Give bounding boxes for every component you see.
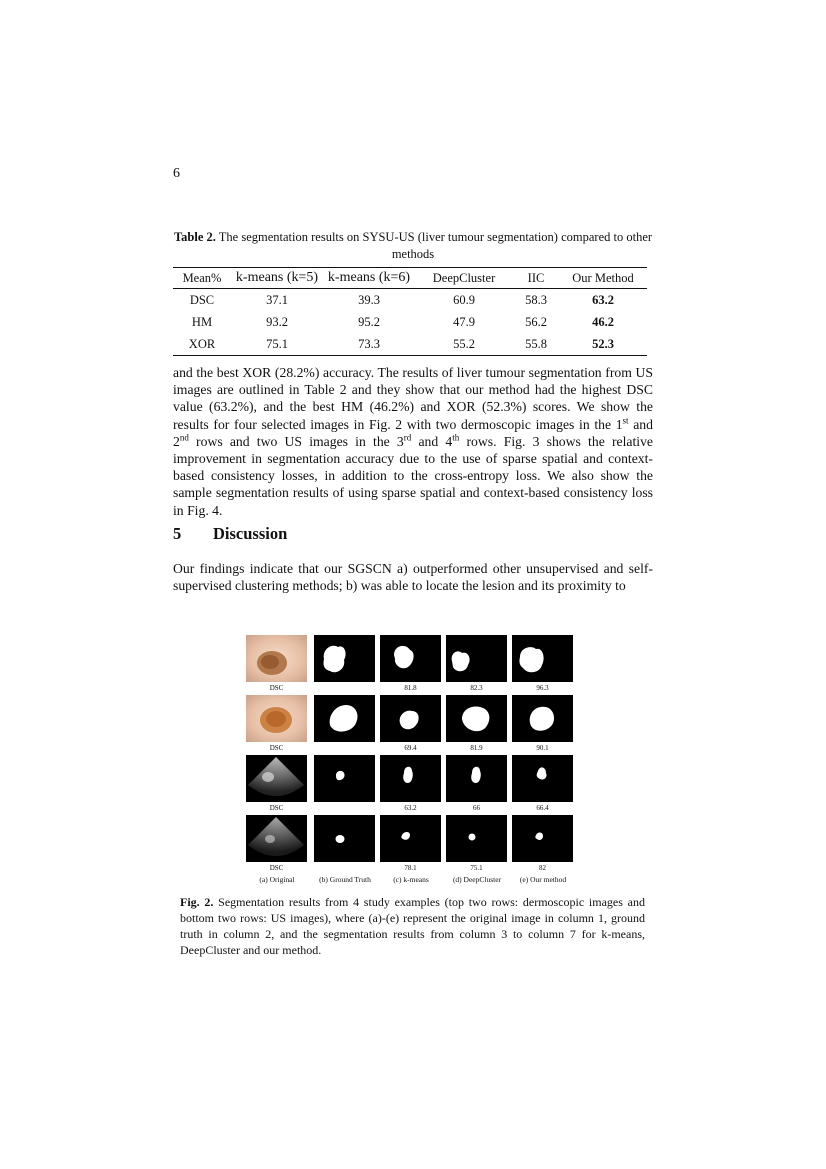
column-label: (e) Our method [519, 875, 567, 884]
row-metric: HM [191, 314, 213, 329]
kmeans-mask [380, 695, 441, 742]
figure-row [246, 815, 576, 873]
dsc-value: 66.4 [536, 804, 549, 812]
figure-row [246, 755, 576, 813]
deepcluster-mask [446, 695, 507, 742]
header-kmeans-6: k-means (k=6) [323, 268, 415, 289]
discussion-text: Our findings indicate that our SGSCN a) outperformed other unsupervised and self-supervised clustering methods; b) was able to locate the lesion and its proximity to [173, 561, 653, 594]
table-cell: 75.1 [231, 333, 323, 356]
our-method-mask [512, 695, 573, 742]
original-dermoscopic-image [246, 635, 307, 682]
dsc-label: DSC [269, 804, 284, 812]
table-cell: 58.3 [525, 292, 547, 307]
column-label: (a) Original [259, 875, 295, 884]
ground-truth-mask [314, 695, 375, 742]
dsc-value: 96.3 [536, 684, 549, 692]
table-cell: 55.8 [513, 333, 559, 356]
dsc-value: 82.3 [470, 684, 483, 692]
header-our-method: Our Method [559, 268, 647, 289]
original-dermoscopic-image [246, 695, 307, 742]
table-caption [173, 229, 653, 263]
dsc-value: 81.9 [470, 744, 483, 752]
results-paragraph [173, 364, 653, 519]
ground-truth-mask [314, 635, 375, 682]
superscript: nd [179, 432, 189, 443]
kmeans-mask [380, 635, 441, 682]
dsc-label: DSC [269, 864, 284, 872]
original-us-image [246, 815, 307, 862]
table-row [173, 311, 647, 333]
column-label: (c) k-means [393, 875, 429, 884]
deepcluster-mask [446, 755, 507, 802]
deepcluster-mask [446, 815, 507, 862]
page-number: 6 [173, 166, 180, 181]
dsc-value: 90.1 [536, 744, 549, 752]
table-caption-text: The segmentation results on SYSU-US (liver tumour segmentation) compared to other methods [218, 230, 653, 261]
dsc-value: 78.1 [404, 864, 417, 872]
table-cell-best: 46.2 [592, 314, 614, 329]
text-run: rows. Fig. 3 shows the relative improvement in segmentation accuracy due to the use of sparse spatial and context-based consistency losses, in addition to the cross-entropy loss. We also show the sample segmentation results of using sparse spatial and context-based consistency loss in Fig. 4. [173, 433, 653, 518]
figure-2 [246, 635, 576, 890]
table-cell: 37.1 [266, 292, 288, 307]
figure-caption [180, 894, 645, 958]
discussion-paragraph [173, 560, 653, 594]
our-method-mask [512, 815, 573, 862]
figure-caption-text: Segmentation results from 4 study examples (top two rows: dermoscopic images and bottom two rows: US images), where (a)-(e) represent the original image in column 1, ground truth in column 2, and the segmentation results from column 3 to column 7 for k-means, DeepCluster and our method. [180, 895, 645, 957]
table-row [173, 289, 647, 312]
our-method-mask [512, 755, 573, 802]
kmeans-mask [380, 815, 441, 862]
table-row [173, 333, 647, 356]
header-mean: Mean% [173, 268, 231, 289]
dsc-label: DSC [269, 684, 284, 692]
row-metric: XOR [173, 333, 231, 356]
text-run: and 4 [411, 433, 453, 449]
figure-column-labels [246, 875, 576, 887]
table-cell: 39.3 [358, 292, 380, 307]
figure-row [246, 635, 576, 693]
figure-caption-label: Fig. 2. [180, 895, 214, 909]
dsc-label: DSC [269, 744, 284, 752]
kmeans-mask [380, 755, 441, 802]
dsc-value: 69.4 [404, 744, 417, 752]
header-iic: IIC [513, 268, 559, 289]
dsc-value: 66 [473, 804, 480, 812]
dsc-value: 82 [539, 864, 546, 872]
dsc-value: 81.8 [404, 684, 417, 692]
header-deepcluster: DeepCluster [415, 268, 513, 289]
table-cell-best: 52.3 [559, 333, 647, 356]
column-label: (d) DeepCluster [452, 875, 502, 884]
header-kmeans-5: k-means (k=5) [231, 268, 323, 289]
results-table [173, 267, 647, 356]
text-run: and the best XOR (28.2%) accuracy. The results of liver tumour segmentation from US images are outlined in Table 2 and they show that our method had the highest DSC value (63.2%), and the best HM (46.2%) and XOR (52.3%) scores. We show the results for four selected images in Fig. 2 with two dermoscopic images in the 1 [173, 365, 653, 432]
superscript: th [452, 432, 460, 443]
table-cell: 93.2 [266, 314, 288, 329]
text-run: and 2 [173, 416, 653, 449]
table-cell: 95.2 [358, 314, 380, 329]
table-cell: 47.9 [453, 314, 475, 329]
text-run: rows and two US images in the 3 [188, 433, 404, 449]
dsc-value: 63.2 [404, 804, 417, 812]
table-cell: 73.3 [323, 333, 415, 356]
table-caption-label: Table 2. [173, 230, 216, 244]
dsc-value: 75.1 [470, 864, 483, 872]
superscript: st [622, 415, 629, 426]
table-cell: 56.2 [525, 314, 547, 329]
ground-truth-mask [314, 755, 375, 802]
table-cell: 60.9 [453, 292, 475, 307]
superscript: rd [403, 432, 412, 443]
column-label: (b) Ground Truth [319, 875, 371, 884]
table-cell: 55.2 [415, 333, 513, 356]
ground-truth-mask [314, 815, 375, 862]
deepcluster-mask [446, 635, 507, 682]
table-cell-best: 63.2 [592, 292, 614, 307]
row-metric: DSC [189, 292, 215, 307]
table-header-row [173, 268, 647, 289]
our-method-mask [512, 635, 573, 682]
section-heading [173, 524, 287, 544]
section-number: 5 [173, 524, 182, 543]
figure-row [246, 695, 576, 753]
section-title: Discussion [213, 524, 288, 543]
original-us-image [246, 755, 307, 802]
